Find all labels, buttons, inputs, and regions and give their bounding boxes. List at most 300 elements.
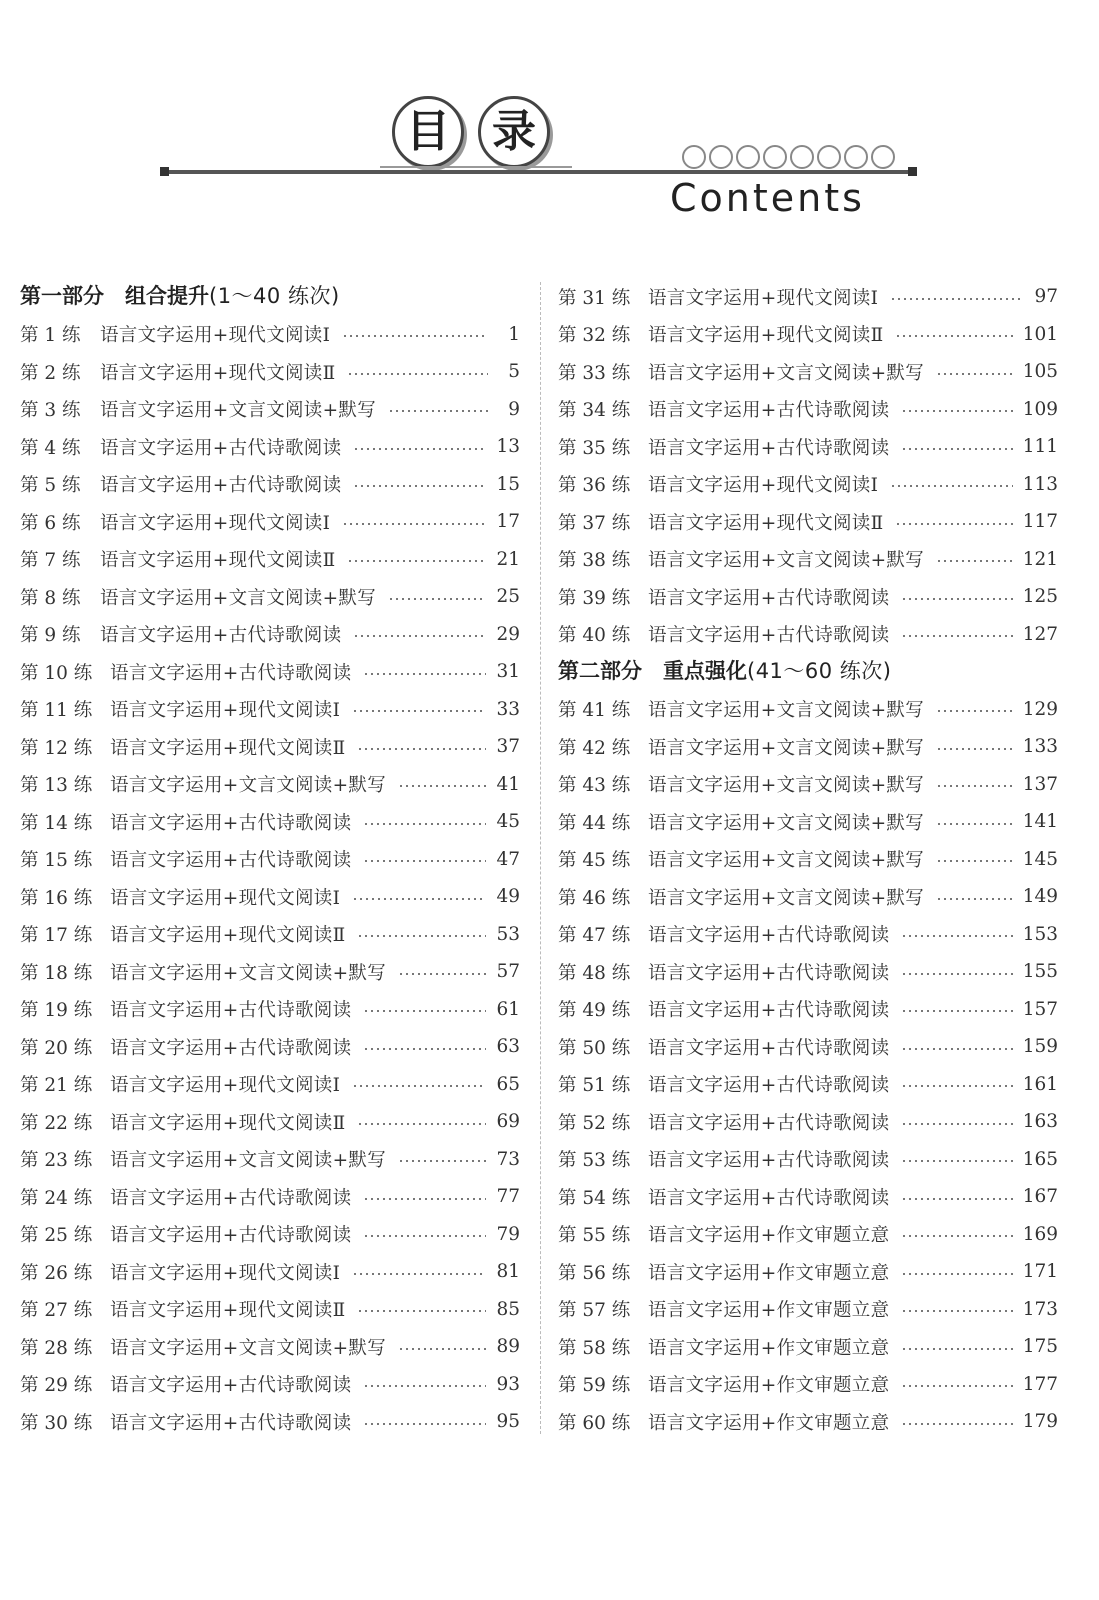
dot-leader — [363, 860, 486, 862]
page-number: 95 — [496, 1411, 520, 1433]
exercise-number: 第 10 练 — [20, 662, 93, 684]
toc-entry[interactable] — [20, 316, 520, 354]
toc-entry[interactable] — [558, 1403, 1058, 1441]
circle-icon — [790, 145, 814, 169]
dot-leader — [352, 898, 486, 900]
dot-leader — [353, 485, 486, 487]
exercise-number: 第 15 练 — [20, 850, 93, 872]
page-number: 25 — [496, 586, 520, 608]
exercise-title: 语言文字运用+古代诗歌阅读 — [110, 812, 352, 834]
toc-entry[interactable] — [20, 766, 520, 804]
column-divider — [540, 282, 541, 1434]
exercise-title: 语言文字运用+古代诗歌阅读 — [110, 1412, 352, 1434]
toc-entry[interactable] — [20, 428, 520, 466]
exercise-title: 语言文字运用+现代文阅读Ⅰ — [648, 475, 879, 497]
exercise-number: 第 33 练 — [558, 362, 631, 384]
exercise-number: 第 12 练 — [20, 737, 93, 759]
page-number: 109 — [1022, 398, 1058, 420]
exercise-number: 第 29 练 — [20, 1375, 93, 1397]
page-number: 45 — [496, 811, 520, 833]
exercise-number: 第 17 练 — [20, 925, 93, 947]
exercise-number: 第 55 练 — [558, 1225, 631, 1247]
exercise-title: 语言文字运用+文言文阅读+默写 — [648, 550, 925, 572]
exercise-title: 语言文字运用+现代文阅读Ⅱ — [648, 512, 884, 534]
dot-leader — [936, 748, 1013, 750]
exercise-title: 语言文字运用+古代诗歌阅读 — [648, 437, 890, 459]
exercise-number: 第 25 练 — [20, 1225, 93, 1247]
exercise-number: 第 23 练 — [20, 1150, 93, 1172]
page-number: 1 — [508, 323, 520, 345]
exercise-number: 第 13 练 — [20, 775, 93, 797]
page-number: 153 — [1022, 923, 1058, 945]
header-rule — [162, 170, 914, 174]
dot-leader — [901, 1198, 1012, 1200]
exercise-title: 语言文字运用+现代文阅读Ⅱ — [110, 925, 346, 947]
exercise-title: 语言文字运用+现代文阅读Ⅱ — [648, 325, 884, 347]
toc-entry[interactable] — [20, 1066, 520, 1104]
toc-entry[interactable] — [558, 316, 1058, 354]
toc-entry[interactable] — [558, 1028, 1058, 1066]
exercise-title: 语言文字运用+现代文阅读Ⅰ — [100, 325, 331, 347]
exercise-number: 第 59 练 — [558, 1375, 631, 1397]
exercise-title: 语言文字运用+现代文阅读Ⅰ — [648, 287, 879, 309]
exercise-number: 第 16 练 — [20, 887, 93, 909]
toc-entry[interactable] — [558, 803, 1058, 841]
page-number: 15 — [496, 473, 520, 495]
exercise-number: 第 31 练 — [558, 287, 631, 309]
dot-leader — [363, 673, 486, 675]
exercise-number: 第 46 练 — [558, 887, 631, 909]
dot-leader — [352, 710, 486, 712]
page-number: 145 — [1022, 848, 1058, 870]
toc-entry[interactable] — [558, 466, 1058, 504]
exercise-number: 第 21 练 — [20, 1075, 93, 1097]
page-number: 113 — [1022, 473, 1058, 495]
dot-leader — [363, 1235, 486, 1237]
page-number: 57 — [496, 961, 520, 983]
page-number: 161 — [1022, 1073, 1058, 1095]
page-number: 159 — [1022, 1036, 1058, 1058]
page-number: 53 — [496, 923, 520, 945]
exercise-number: 第 51 练 — [558, 1075, 631, 1097]
exercise-number: 第 19 练 — [20, 1000, 93, 1022]
dot-leader — [895, 523, 1012, 525]
page-number: 61 — [496, 998, 520, 1020]
exercise-number: 第 47 练 — [558, 925, 631, 947]
page-number: 167 — [1022, 1186, 1058, 1208]
dot-leader — [901, 410, 1012, 412]
page-number: 177 — [1022, 1373, 1058, 1395]
toc-entry[interactable] — [20, 1216, 520, 1254]
page-number: 77 — [496, 1186, 520, 1208]
title-char-mu: 目 — [392, 96, 464, 168]
toc-entry[interactable] — [20, 728, 520, 766]
page-number: 79 — [496, 1223, 520, 1245]
dot-leader — [936, 710, 1013, 712]
exercise-title: 语言文字运用+古代诗歌阅读 — [100, 475, 342, 497]
dot-leader — [353, 635, 486, 637]
toc-entry[interactable] — [558, 391, 1058, 429]
dot-leader — [398, 1348, 486, 1350]
toc-entry[interactable] — [20, 503, 520, 541]
exercise-title: 语言文字运用+作文审题立意 — [648, 1225, 890, 1247]
dot-leader — [901, 1085, 1012, 1087]
page-number: 125 — [1022, 586, 1058, 608]
dot-leader — [363, 1423, 486, 1425]
page-number: 171 — [1022, 1261, 1058, 1283]
toc-entry[interactable] — [20, 466, 520, 504]
exercise-number: 第 27 练 — [20, 1300, 93, 1322]
page-number: 31 — [496, 661, 520, 683]
exercise-title: 语言文字运用+古代诗歌阅读 — [648, 1150, 890, 1172]
page-number: 93 — [496, 1373, 520, 1395]
toc-entry[interactable] — [558, 1103, 1058, 1141]
exercise-number: 第 52 练 — [558, 1112, 631, 1134]
dot-leader — [352, 1273, 486, 1275]
toc-entry[interactable] — [20, 841, 520, 879]
exercise-number: 第 5 练 — [20, 475, 81, 497]
toc-entry[interactable] — [558, 878, 1058, 916]
dot-leader — [936, 785, 1013, 787]
circle-icon — [682, 145, 706, 169]
toc-entry[interactable] — [558, 728, 1058, 766]
page-number: 163 — [1022, 1111, 1058, 1133]
exercise-number: 第 37 练 — [558, 512, 631, 534]
exercise-number: 第 26 练 — [20, 1262, 93, 1284]
exercise-number: 第 57 练 — [558, 1300, 631, 1322]
dot-leader — [901, 1010, 1012, 1012]
exercise-title: 语言文字运用+文言文阅读+默写 — [648, 362, 925, 384]
exercise-number: 第 18 练 — [20, 962, 93, 984]
toc-entry[interactable] — [558, 991, 1058, 1029]
exercise-number: 第 32 练 — [558, 325, 631, 347]
part-label: 第一部分 — [20, 284, 104, 308]
dot-leader — [901, 1348, 1012, 1350]
page-number: 47 — [496, 848, 520, 870]
toc-entry[interactable] — [20, 353, 520, 391]
page-number: 137 — [1022, 773, 1058, 795]
page-number: 175 — [1022, 1336, 1058, 1358]
toc-entry[interactable] — [20, 991, 520, 1029]
page-number: 29 — [496, 623, 520, 645]
exercise-title: 语言文字运用+现代文阅读Ⅱ — [110, 737, 346, 759]
toc-entry[interactable] — [20, 578, 520, 616]
dot-leader — [890, 298, 1024, 300]
dot-leader — [363, 823, 486, 825]
exercise-title: 语言文字运用+现代文阅读Ⅰ — [110, 700, 341, 722]
toc-entry[interactable] — [558, 766, 1058, 804]
exercise-number: 第 6 练 — [20, 512, 81, 534]
exercise-number: 第 58 练 — [558, 1337, 631, 1359]
part-name: 组合提升 — [125, 284, 209, 308]
exercise-title: 语言文字运用+文言文阅读+默写 — [648, 850, 925, 872]
toc-entry[interactable] — [558, 428, 1058, 466]
exercise-title: 语言文字运用+古代诗歌阅读 — [648, 625, 890, 647]
exercise-number: 第 56 练 — [558, 1262, 631, 1284]
toc-entry[interactable] — [558, 353, 1058, 391]
toc-entry[interactable] — [558, 1178, 1058, 1216]
exercise-title: 语言文字运用+作文审题立意 — [648, 1412, 890, 1434]
toc-entry[interactable] — [20, 1141, 520, 1179]
rule-end-left — [160, 167, 169, 176]
exercise-title: 语言文字运用+古代诗歌阅读 — [648, 587, 890, 609]
page-number: 49 — [496, 886, 520, 908]
exercise-title: 语言文字运用+现代文阅读Ⅰ — [110, 887, 341, 909]
contents-subtitle: Contents — [670, 176, 865, 220]
exercise-title: 语言文字运用+古代诗歌阅读 — [110, 850, 352, 872]
exercise-title: 语言文字运用+古代诗歌阅读 — [110, 1000, 352, 1022]
exercise-number: 第 43 练 — [558, 775, 631, 797]
toc-entry[interactable] — [558, 1253, 1058, 1291]
dot-leader — [347, 560, 486, 562]
circle-icon — [763, 145, 787, 169]
exercise-number: 第 22 练 — [20, 1112, 93, 1134]
dot-leader — [901, 1385, 1012, 1387]
toc-entry[interactable] — [558, 1216, 1058, 1254]
exercise-title: 语言文字运用+文言文阅读+默写 — [648, 737, 925, 759]
exercise-title: 语言文字运用+文言文阅读+默写 — [648, 700, 925, 722]
exercise-number: 第 53 练 — [558, 1150, 631, 1172]
dot-leader — [901, 935, 1012, 937]
page-number: 111 — [1022, 436, 1058, 458]
page-number: 133 — [1022, 736, 1058, 758]
dot-leader — [353, 448, 486, 450]
exercise-title: 语言文字运用+现代文阅读Ⅰ — [110, 1262, 341, 1284]
exercise-title: 语言文字运用+古代诗歌阅读 — [648, 1187, 890, 1209]
page-number: 169 — [1022, 1223, 1058, 1245]
exercise-title: 语言文字运用+古代诗歌阅读 — [110, 1375, 352, 1397]
toc-entry[interactable] — [558, 541, 1058, 579]
page-number: 97 — [1034, 286, 1058, 308]
dot-leader — [357, 1123, 486, 1125]
exercise-number: 第 34 练 — [558, 400, 631, 422]
dot-leader — [901, 1160, 1012, 1162]
dot-leader — [901, 598, 1012, 600]
toc-entry[interactable] — [20, 391, 520, 429]
exercise-number: 第 1 练 — [20, 325, 81, 347]
page-number: 165 — [1022, 1148, 1058, 1170]
exercise-title: 语言文字运用+现代文阅读Ⅱ — [110, 1112, 346, 1134]
exercise-number: 第 38 练 — [558, 550, 631, 572]
exercise-title: 语言文字运用+文言文阅读+默写 — [110, 775, 387, 797]
exercise-number: 第 9 练 — [20, 625, 81, 647]
dot-leader — [901, 1310, 1012, 1312]
exercise-title: 语言文字运用+古代诗歌阅读 — [648, 1000, 890, 1022]
title-underline — [380, 166, 572, 168]
exercise-number: 第 60 练 — [558, 1412, 631, 1434]
dot-leader — [342, 335, 488, 337]
toc-entry[interactable] — [20, 1103, 520, 1141]
page-number: 105 — [1022, 361, 1058, 383]
toc-entry[interactable] — [558, 1141, 1058, 1179]
part-label: 第二部分 — [558, 659, 642, 683]
exercise-number: 第 28 练 — [20, 1337, 93, 1359]
exercise-title: 语言文字运用+文言文阅读+默写 — [110, 1337, 387, 1359]
toc-entry[interactable] — [20, 1403, 520, 1441]
dot-leader — [342, 523, 486, 525]
toc-entry[interactable] — [20, 1328, 520, 1366]
page-number: 13 — [496, 436, 520, 458]
page-number: 41 — [496, 773, 520, 795]
dot-leader — [363, 1010, 486, 1012]
page-number: 5 — [508, 361, 520, 383]
exercise-number: 第 2 练 — [20, 362, 81, 384]
exercise-number: 第 44 练 — [558, 812, 631, 834]
exercise-title: 语言文字运用+古代诗歌阅读 — [648, 1075, 890, 1097]
dot-leader — [363, 1198, 486, 1200]
exercise-title: 语言文字运用+古代诗歌阅读 — [100, 625, 342, 647]
toc-entry[interactable] — [20, 653, 520, 691]
dot-leader — [398, 973, 486, 975]
exercise-title: 语言文字运用+古代诗歌阅读 — [648, 1112, 890, 1134]
dot-leader — [901, 1423, 1012, 1425]
exercise-number: 第 42 练 — [558, 737, 631, 759]
exercise-number: 第 4 练 — [20, 437, 81, 459]
toc-entry[interactable] — [20, 953, 520, 991]
page-number: 37 — [496, 736, 520, 758]
page-number: 63 — [496, 1036, 520, 1058]
circle-icon — [709, 145, 733, 169]
page-number: 65 — [496, 1073, 520, 1095]
dot-leader — [398, 785, 486, 787]
page-number: 101 — [1022, 323, 1058, 345]
toc-entry[interactable] — [558, 1291, 1058, 1329]
page-number: 149 — [1022, 886, 1058, 908]
dot-leader — [936, 898, 1013, 900]
circle-icon — [871, 145, 895, 169]
exercise-title: 语言文字运用+现代文阅读Ⅱ — [100, 362, 336, 384]
exercise-title: 语言文字运用+文言文阅读+默写 — [100, 587, 377, 609]
dot-leader — [936, 860, 1013, 862]
dot-leader — [357, 748, 486, 750]
page-number: 155 — [1022, 961, 1058, 983]
page-number: 73 — [496, 1148, 520, 1170]
exercise-number: 第 20 练 — [20, 1037, 93, 1059]
dot-leader — [388, 410, 488, 412]
exercise-number: 第 7 练 — [20, 550, 81, 572]
dot-leader — [352, 1085, 486, 1087]
dot-leader — [357, 935, 486, 937]
toc-entry[interactable] — [558, 503, 1058, 541]
decorative-circles — [682, 145, 898, 169]
toc-entry[interactable] — [558, 841, 1058, 879]
toc-entry[interactable] — [558, 691, 1058, 729]
exercise-number: 第 54 练 — [558, 1187, 631, 1209]
circle-icon — [817, 145, 841, 169]
toc-entry[interactable] — [20, 803, 520, 841]
toc-entry[interactable] — [558, 278, 1058, 316]
dot-leader — [936, 560, 1013, 562]
exercise-number: 第 3 练 — [20, 400, 81, 422]
circle-icon — [736, 145, 760, 169]
exercise-number: 第 24 练 — [20, 1187, 93, 1209]
exercise-title: 语言文字运用+现代文阅读Ⅱ — [110, 1300, 346, 1322]
toc-entry[interactable] — [558, 1328, 1058, 1366]
dot-leader — [901, 1123, 1012, 1125]
exercise-title: 语言文字运用+作文审题立意 — [648, 1300, 890, 1322]
page-number: 127 — [1022, 623, 1058, 645]
dot-leader — [890, 485, 1012, 487]
part-range: (1～40 练次) — [209, 284, 340, 308]
circle-icon — [844, 145, 868, 169]
exercise-title: 语言文字运用+古代诗歌阅读 — [110, 1037, 352, 1059]
toc-column-right — [558, 278, 1058, 1441]
page-number: 117 — [1022, 511, 1058, 533]
exercise-number: 第 39 练 — [558, 587, 631, 609]
toc-entry[interactable] — [20, 1028, 520, 1066]
exercise-title: 语言文字运用+文言文阅读+默写 — [648, 812, 925, 834]
exercise-title: 语言文字运用+现代文阅读Ⅱ — [100, 550, 336, 572]
exercise-number: 第 48 练 — [558, 962, 631, 984]
toc-entry[interactable] — [20, 691, 520, 729]
page-number: 129 — [1022, 698, 1058, 720]
part-name: 重点强化 — [663, 659, 747, 683]
toc-entry[interactable] — [20, 1253, 520, 1291]
toc-entry[interactable] — [20, 1366, 520, 1404]
dot-leader — [901, 1273, 1012, 1275]
page-number: 173 — [1022, 1298, 1058, 1320]
exercise-title: 语言文字运用+古代诗歌阅读 — [648, 962, 890, 984]
toc-entry[interactable] — [20, 878, 520, 916]
exercise-title: 语言文字运用+古代诗歌阅读 — [648, 925, 890, 947]
exercise-number: 第 45 练 — [558, 850, 631, 872]
page-number: 121 — [1022, 548, 1058, 570]
toc-entry[interactable] — [20, 541, 520, 579]
dot-leader — [357, 1310, 486, 1312]
dot-leader — [936, 823, 1013, 825]
page-number: 81 — [496, 1261, 520, 1283]
dot-leader — [895, 335, 1012, 337]
toc-entry[interactable] — [20, 1291, 520, 1329]
toc-column-left — [20, 278, 520, 1441]
exercise-title: 语言文字运用+文言文阅读+默写 — [648, 775, 925, 797]
exercise-number: 第 41 练 — [558, 700, 631, 722]
toc-entry[interactable] — [558, 616, 1058, 654]
exercise-number: 第 8 练 — [20, 587, 81, 609]
page-number: 89 — [496, 1336, 520, 1358]
exercise-number: 第 36 练 — [558, 475, 631, 497]
toc-entry[interactable] — [20, 616, 520, 654]
exercise-number: 第 14 练 — [20, 812, 93, 834]
exercise-title: 语言文字运用+古代诗歌阅读 — [110, 1187, 352, 1209]
exercise-title: 语言文字运用+文言文阅读+默写 — [110, 1150, 387, 1172]
toc-entry[interactable] — [558, 1366, 1058, 1404]
dot-leader — [901, 973, 1012, 975]
toc-entry[interactable] — [558, 578, 1058, 616]
page-number: 157 — [1022, 998, 1058, 1020]
exercise-title: 语言文字运用+作文审题立意 — [648, 1375, 890, 1397]
dot-leader — [363, 1048, 486, 1050]
exercise-number: 第 40 练 — [558, 625, 631, 647]
exercise-number: 第 50 练 — [558, 1037, 631, 1059]
toc-entry[interactable] — [558, 953, 1058, 991]
toc-entry[interactable] — [558, 916, 1058, 954]
part-heading — [558, 653, 1058, 691]
dot-leader — [363, 1385, 486, 1387]
toc-entry[interactable] — [558, 1066, 1058, 1104]
part-heading — [20, 278, 520, 316]
exercise-title: 语言文字运用+古代诗歌阅读 — [110, 1225, 352, 1247]
toc-entry[interactable] — [20, 1178, 520, 1216]
dot-leader — [901, 1048, 1012, 1050]
dot-leader — [936, 373, 1013, 375]
title-char-lu: 录 — [478, 96, 550, 168]
toc-header — [0, 0, 1099, 240]
toc-entry[interactable] — [20, 916, 520, 954]
exercise-title: 语言文字运用+古代诗歌阅读 — [648, 1037, 890, 1059]
exercise-title: 语言文字运用+古代诗歌阅读 — [100, 437, 342, 459]
page-number: 17 — [496, 511, 520, 533]
